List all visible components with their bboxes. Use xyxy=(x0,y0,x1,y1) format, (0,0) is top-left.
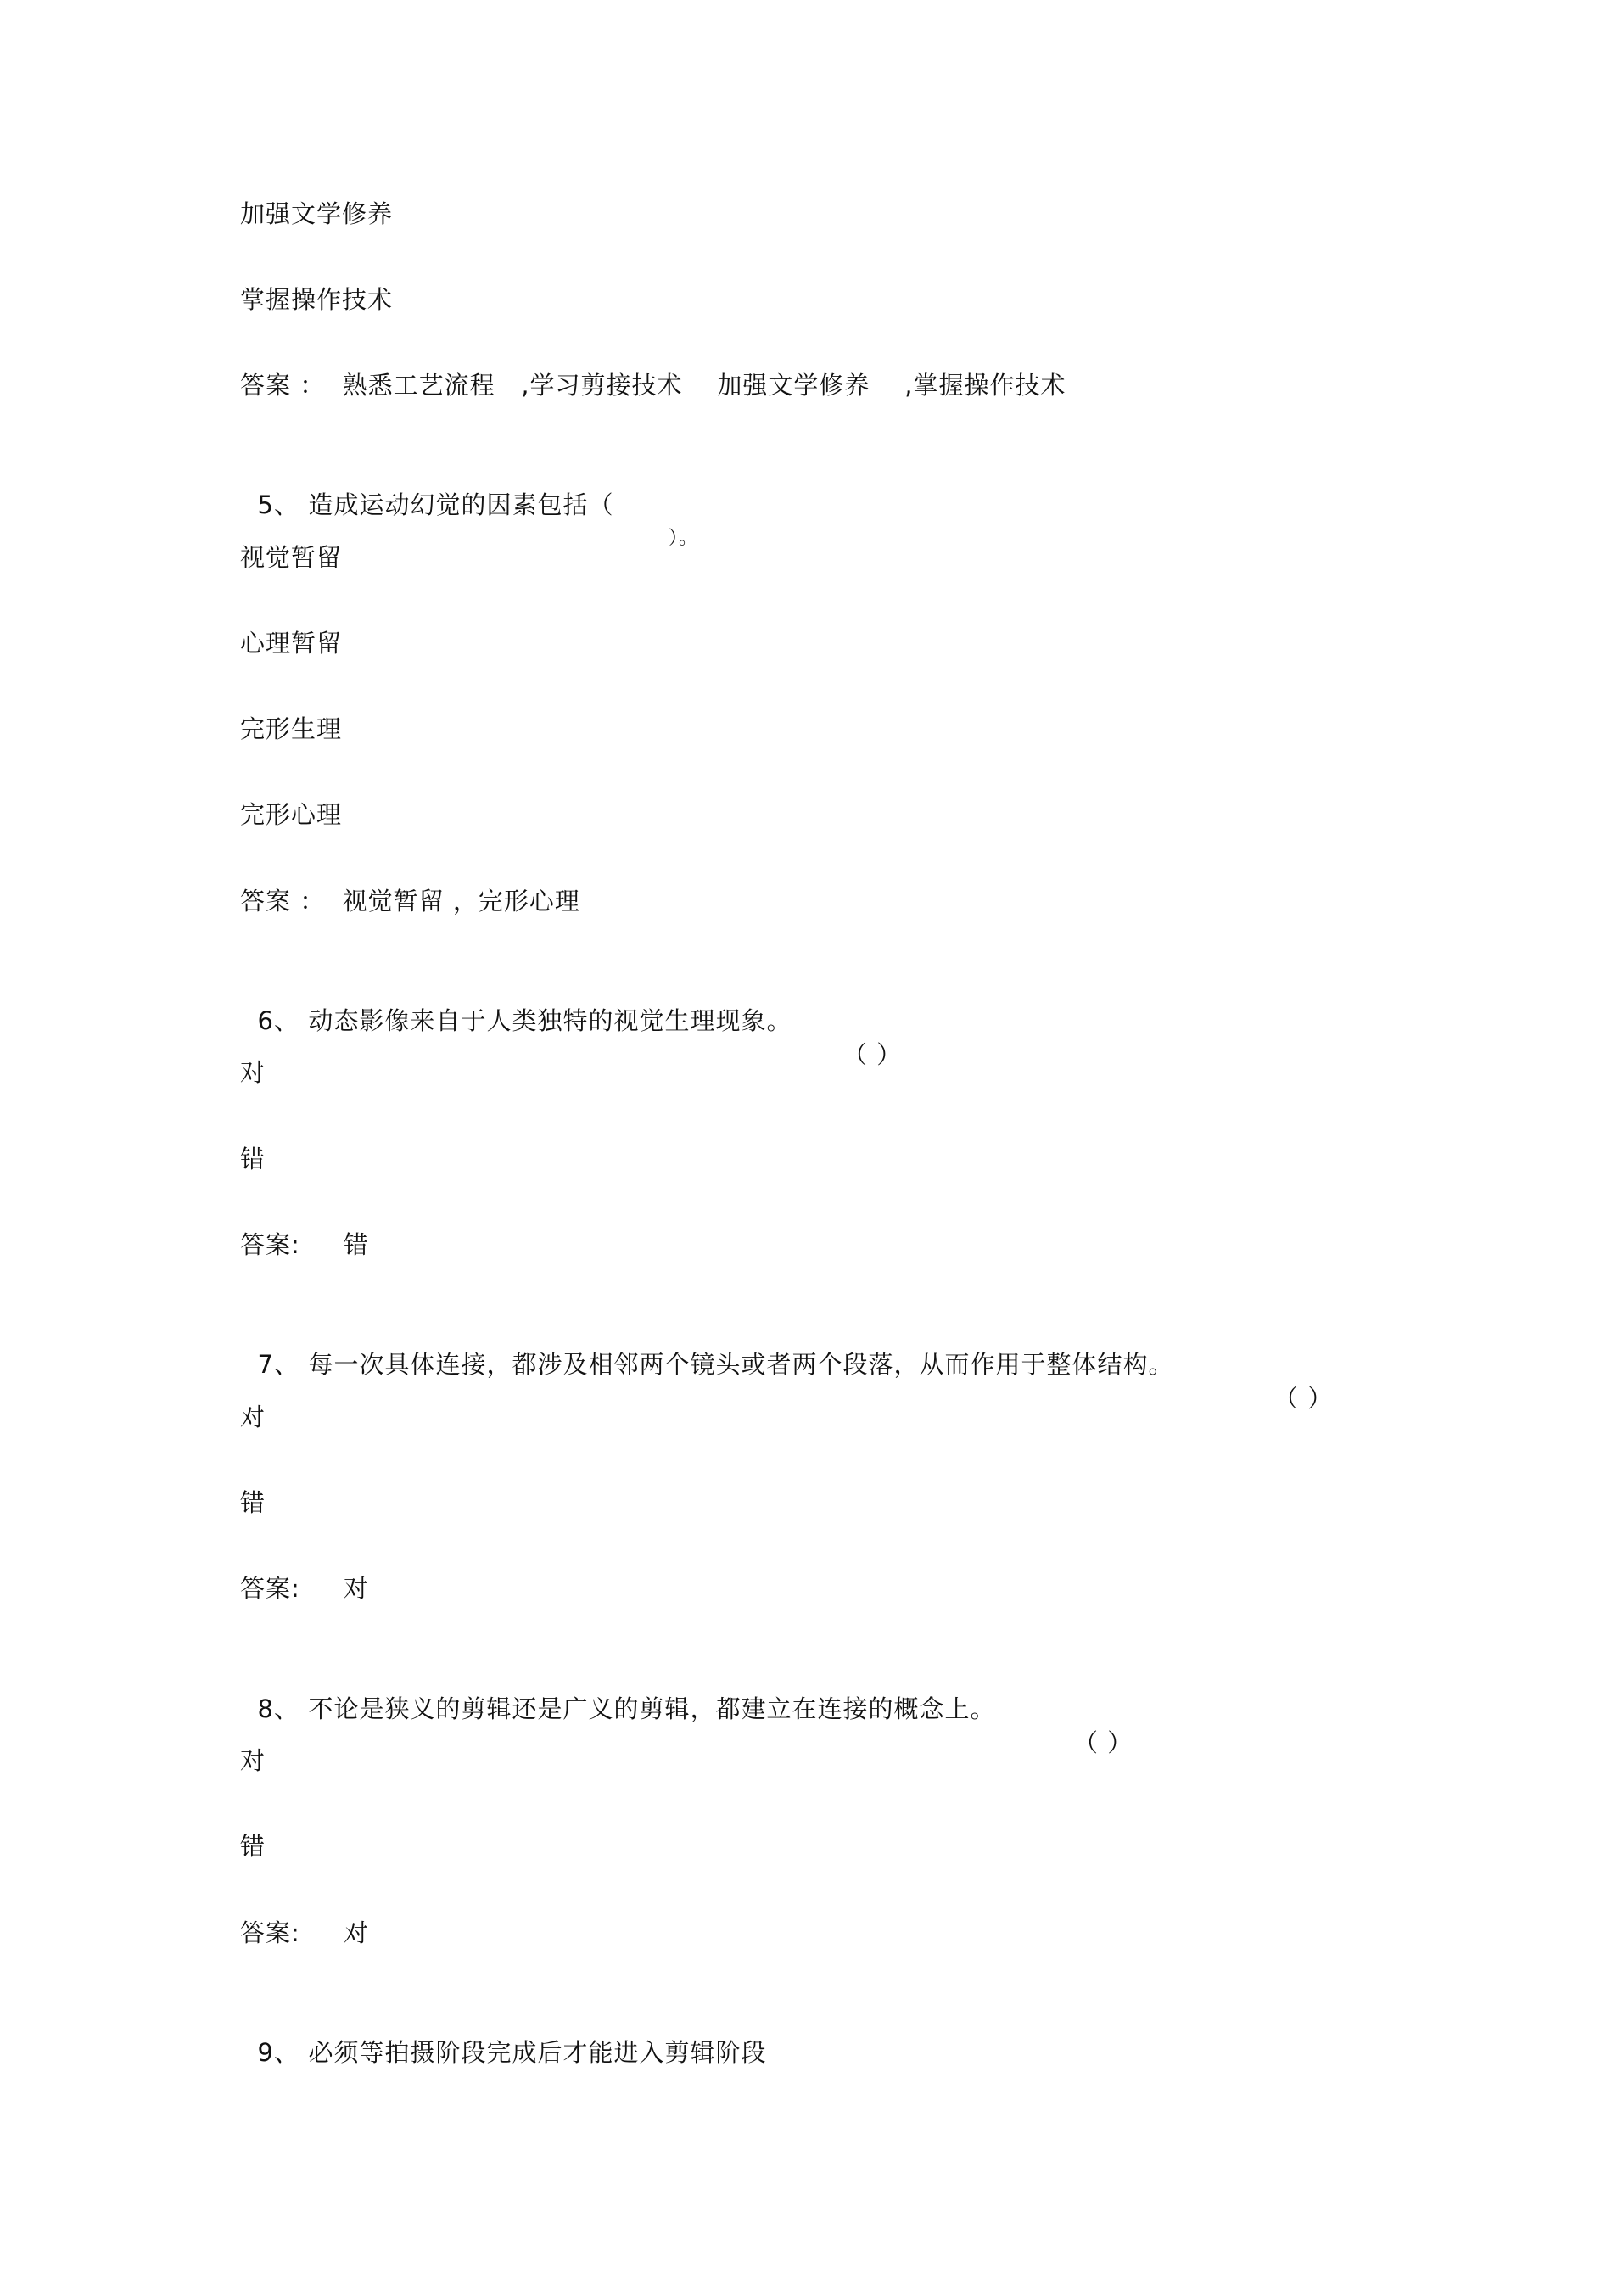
question-closing-paren: ）。 xyxy=(669,528,699,549)
question-text: 每一次具体连接，都涉及相邻两个镜头或者两个段落，从而作用于整体结构。 xyxy=(308,1350,1174,1379)
option-text: 对 xyxy=(240,1403,266,1431)
option-text: 加强文学修养 xyxy=(240,199,394,228)
question-text: 必须等拍摄阶段完成后才能进入剪辑阶段 xyxy=(308,2038,767,2067)
question-6 xyxy=(240,970,903,1072)
question-text: 动态影像来自于人类独特的视觉生理现象。 xyxy=(308,1006,792,1035)
answer-blank-paren: （ ） xyxy=(842,1040,903,1069)
answer-line: 答案: 对 xyxy=(240,1918,369,1947)
answer-blank-paren: （ ） xyxy=(1073,1728,1133,1757)
question-number: 5、 xyxy=(257,490,299,519)
option-text: 完形生理 xyxy=(240,714,343,743)
question-number: 8、 xyxy=(257,1694,299,1723)
option-text: 错 xyxy=(240,1832,266,1861)
option-text: 错 xyxy=(240,1145,266,1173)
option-text: 完形心理 xyxy=(240,800,343,829)
option-text: 对 xyxy=(240,1058,266,1087)
question-number: 7、 xyxy=(257,1350,299,1379)
question-number: 6、 xyxy=(257,1006,299,1035)
question-text: 造成运动幻觉的因素包括（ xyxy=(308,490,614,519)
option-text: 视觉暂留 xyxy=(240,543,343,572)
answer-blank-paren: （ ） xyxy=(1273,1384,1334,1413)
question-8 xyxy=(240,1658,1133,1760)
question-9 xyxy=(240,2002,766,2069)
option-text: 错 xyxy=(240,1488,266,1517)
option-text: 掌握操作技术 xyxy=(240,285,394,314)
question-number: 9、 xyxy=(257,2038,299,2067)
answer-line: 答案 ： 视觉暂留 ，完形心理 xyxy=(240,887,580,916)
option-text: 心理暂留 xyxy=(240,629,343,658)
question-text: 不论是狭义的剪辑还是广义的剪辑，都建立在连接的概念上。 xyxy=(308,1694,996,1723)
answer-line: 答案: 错 xyxy=(240,1230,369,1259)
answer-line: 答案: 对 xyxy=(240,1574,369,1603)
question-7 xyxy=(240,1313,1334,1415)
option-text: 对 xyxy=(240,1746,266,1775)
answer-line: 答案 ： 熟悉工艺流程 ,学习剪接技术 加强文学修养 ,掌握操作技术 xyxy=(240,371,1066,400)
